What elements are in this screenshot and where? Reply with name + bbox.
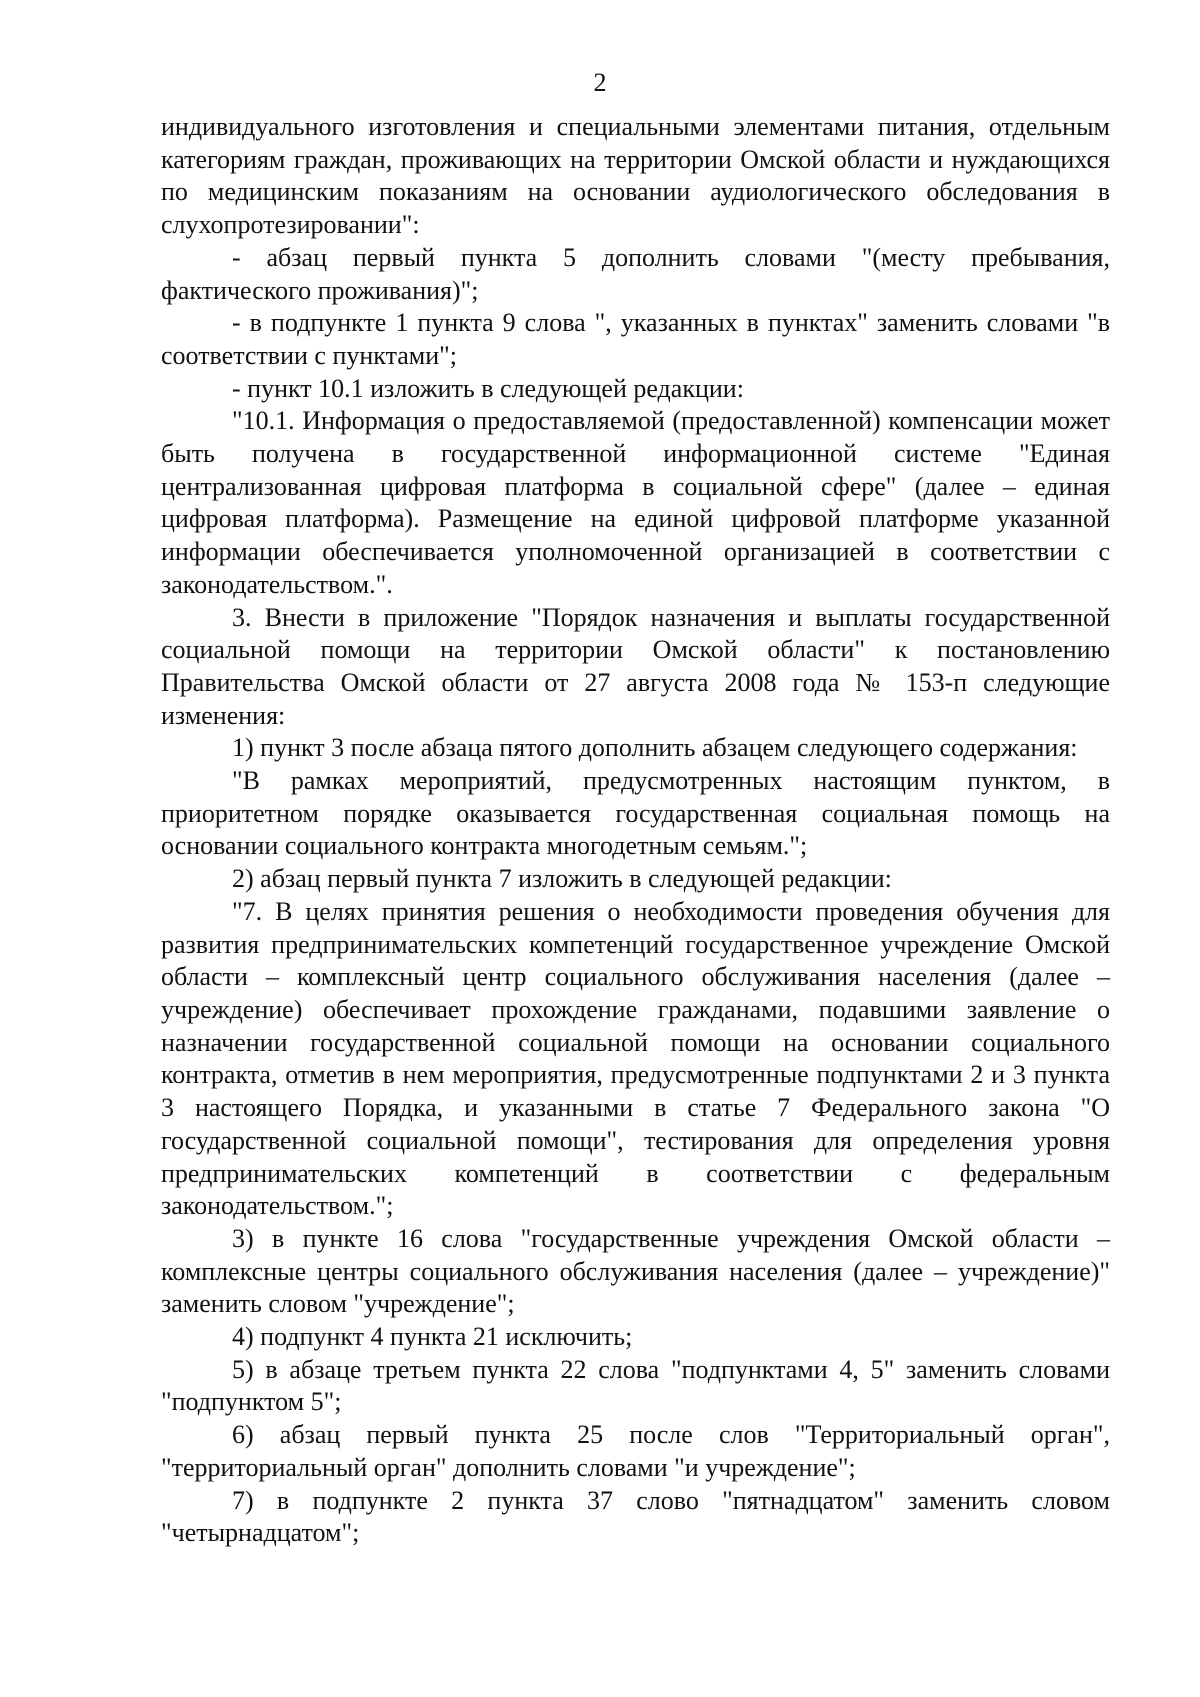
- paragraph-amend-item-5: - абзац первый пункта 5 дополнить словами "(месту пребывания, фактического проживания)";: [161, 242, 1110, 305]
- paragraph-change-4: 4) подпункт 4 пункта 21 исключить;: [232, 1322, 633, 1352]
- paragraph-continuation: индивидуального изготовления и специальными элементами питания, отдельным категориям граждан, проживающих на территории Омской области и нуждающихся по медицинским показаниям на основании аудиологического обследования в слухопротезировании":: [161, 112, 1110, 240]
- document-body: [161, 111, 1110, 1550]
- paragraph-item-10-1-text: "10.1. Информация о предоставляемой (предоставленной) компенсации может быть получена в государственной информационной системе "Единая централизованная цифровая платформа в социальной сфере" (далее – единая цифровая платформа). Размещение на единой цифровой платформе указанной информации обеспечивается уполномоченной организацией в соответствии с законодательством.".: [161, 406, 1110, 599]
- paragraph-section-3: 3. Внести в приложение "Порядок назначения и выплаты государственной социальной помощи на территории Омской области" к постановлению Правительства Омской области от 27 августа 2008 года № 153-п следующие изменения:: [161, 602, 1110, 730]
- paragraph-change-1-text: "В рамках мероприятий, предусмотренных настоящим пунктом, в приоритетном порядке оказывается государственная социальная помощь на основании социального контракта многодетным семьям.";: [161, 766, 1110, 861]
- paragraph-amend-item-9: - в подпункте 1 пункта 9 слова ", указанных в пунктах" заменить словами "в соответствии с пунктами";: [161, 308, 1110, 370]
- paragraph-change-3: 3) в пункте 16 слова "государственные учреждения Омской области – комплексные центры социального обслуживания населения (далее – учреждение)" заменить словом "учреждение";: [161, 1223, 1110, 1319]
- paragraph-change-7: 7) в подпункте 2 пункта 37 слово "пятнадцатом" заменить словом "четырнадцатом";: [161, 1485, 1110, 1548]
- paragraph-change-5: 5) в абзаце третьем пункта 22 слова "подпунктами 4, 5" заменить словами "подпунктом 5";: [161, 1354, 1110, 1417]
- paragraph-change-1: 1) пункт 3 после абзаца пятого дополнить абзацем следующего содержания:: [232, 733, 1078, 763]
- paragraph-change-2: 2) абзац первый пункта 7 изложить в следующей редакции:: [232, 864, 892, 894]
- paragraph-amend-item-10-1: - пункт 10.1 изложить в следующей редакции:: [232, 373, 744, 403]
- page-number: 2: [593, 68, 607, 97]
- paragraph-change-2-text: "7. В целях принятия решения о необходимости проведения обучения для развития предпринимательских компетенций государственное учреждение Омской области – комплексный центр социального обслуживания населения (далее – учреждение) обеспечивает прохождение гражданами, подавшими заявление о назначении государственной социальной помощи на основании социального контракта, отметив в нем мероприятия, предусмотренные подпунктами 2 и 3 пункта 3 настоящего Порядка, и указанными в статье 7 Федерального закона "О государственной социальной помощи", тестирования для определения уровня предпринимательских компетенций в соответствии с федеральным законодательством.";: [161, 896, 1110, 1221]
- paragraph-change-6: 6) абзац первый пункта 25 после слов "Территориальный орган", "территориальный орган" дополнить словами "и учреждение";: [161, 1420, 1110, 1482]
